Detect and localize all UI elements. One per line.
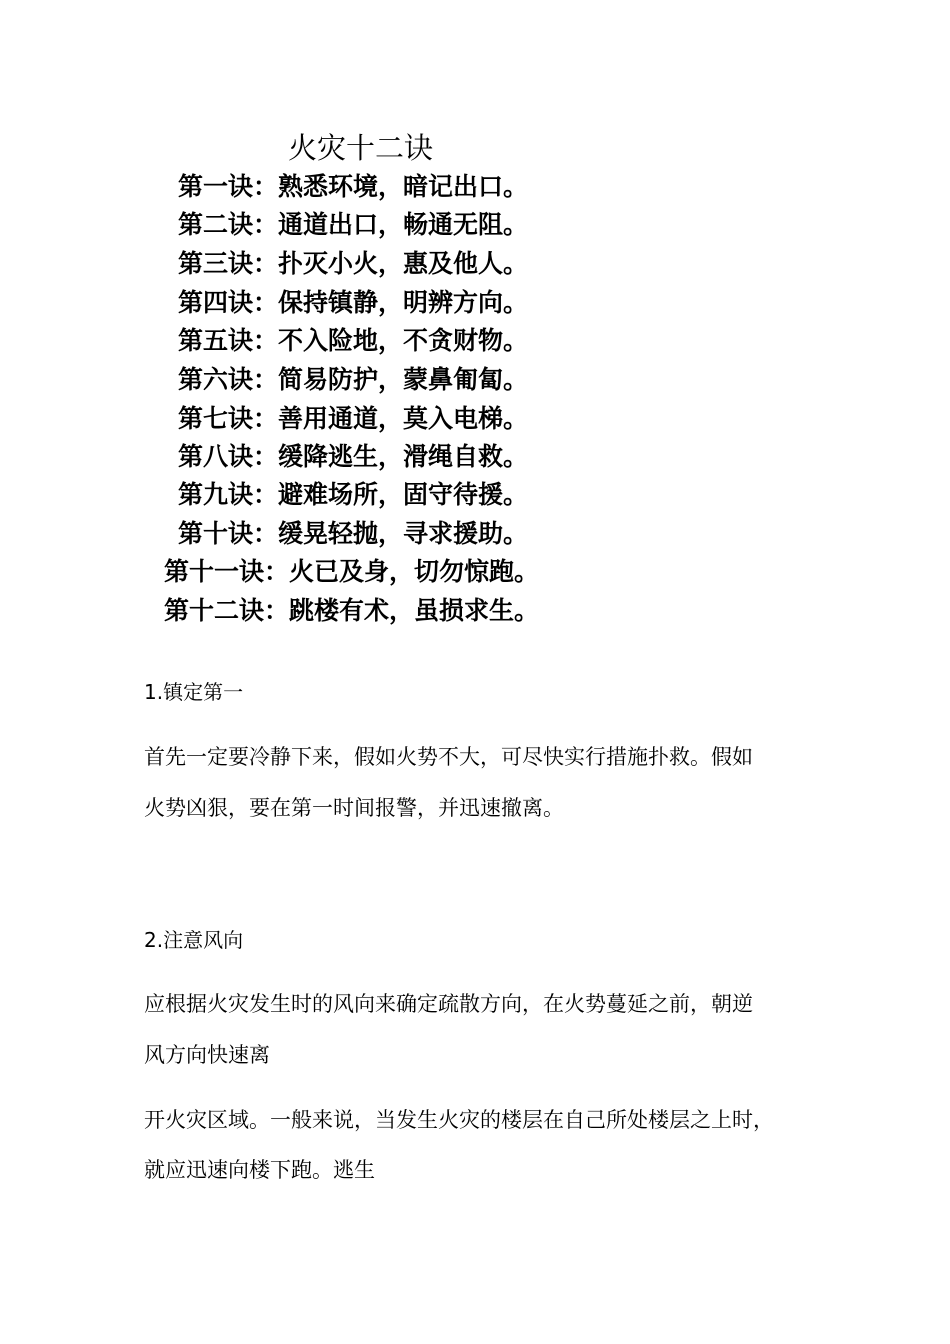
paragraph-line: 就应迅速向楼下跑。逃生	[144, 1158, 375, 1182]
poem-line: 第五诀：不入险地，不贪财物。	[178, 326, 529, 355]
poem-line: 第一诀：熟悉环境，暗记出口。	[178, 172, 529, 201]
section-heading: 2.注意风向	[144, 928, 244, 952]
paragraph-line: 开火灾区域。一般来说，当发生火灾的楼层在自己所处楼层之上时，	[144, 1108, 774, 1132]
poem-line: 第二诀：通道出口，畅通无阻。	[178, 210, 529, 239]
poem-line: 第十一诀：火已及身，切勿惊跑。	[164, 557, 540, 586]
poem-line: 第六诀：简易防护，蒙鼻匍匐。	[178, 365, 529, 394]
paragraph-line: 火势凶狠，要在第一时间报警，并迅速撤离。	[144, 796, 564, 820]
poem-line: 第八诀：缓降逃生，滑绳自救。	[178, 442, 529, 471]
poem-line: 第十诀：缓晃轻抛，寻求援助。	[178, 519, 529, 548]
poem-line: 第三诀：扑灭小火，惠及他人。	[178, 249, 529, 278]
section-heading: 1.镇定第一	[144, 680, 244, 704]
paragraph-line: 首先一定要冷静下来，假如火势不大，可尽快实行措施扑救。假如	[144, 745, 753, 769]
poem-line: 第七诀：善用通道，莫入电梯。	[178, 404, 529, 433]
paragraph-line: 应根据火灾发生时的风向来确定疏散方向，在火势蔓延之前，朝逆	[144, 992, 753, 1016]
poem-line: 第四诀：保持镇静，明辨方向。	[178, 288, 529, 317]
poem-line: 第十二诀：跳楼有术，虽损求生。	[164, 596, 540, 625]
poem-title: 火灾十二诀	[288, 131, 434, 165]
poem-line: 第九诀：避难场所，固守待援。	[178, 480, 529, 509]
paragraph-line: 风方向快速离	[144, 1043, 270, 1067]
